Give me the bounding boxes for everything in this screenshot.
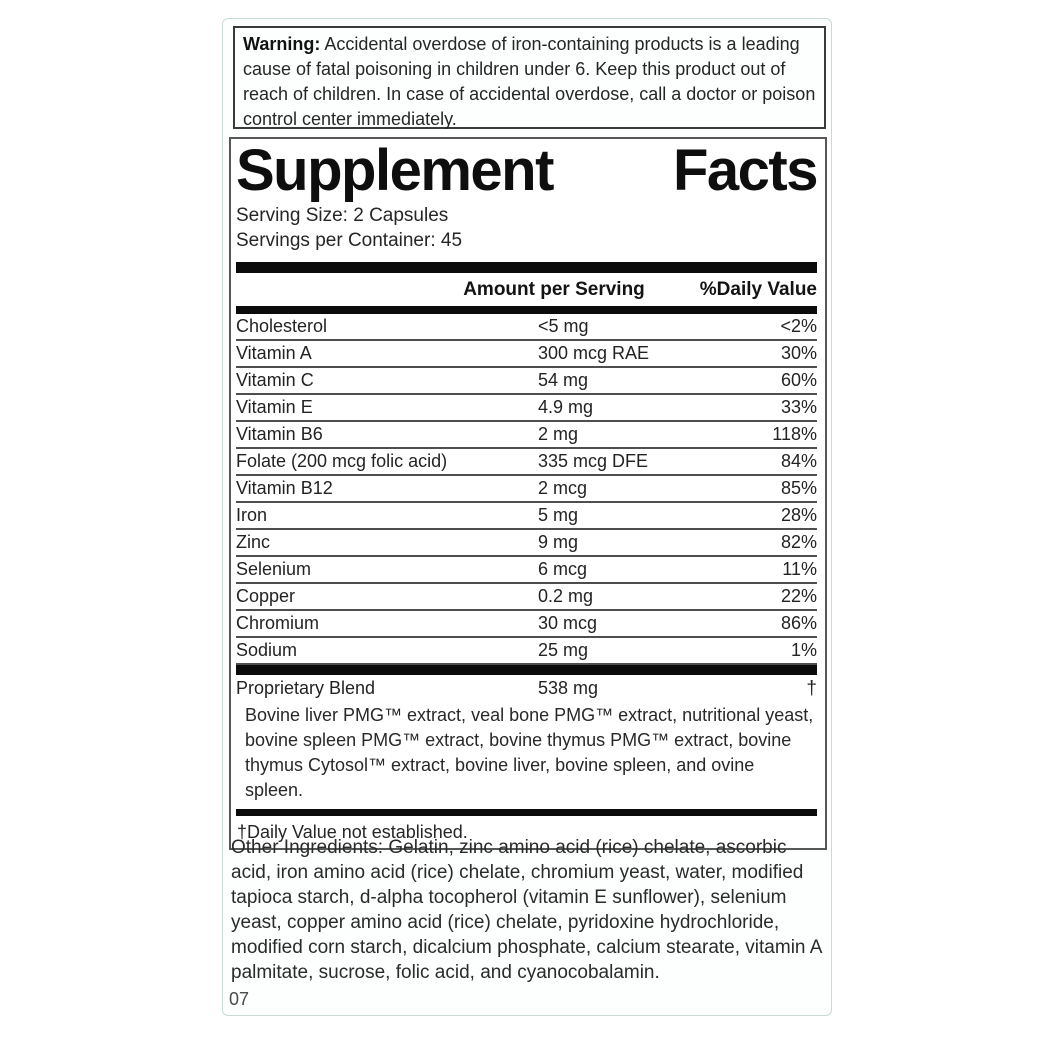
nutrient-daily-value: 30% bbox=[780, 343, 817, 363]
nutrient-name: Chromium bbox=[236, 613, 320, 633]
table-row bbox=[236, 395, 817, 422]
nutrient-name: Iron bbox=[236, 505, 268, 525]
supplement-label-card bbox=[222, 18, 832, 1016]
daily-value-footnote: †Daily Value not established. bbox=[237, 822, 468, 842]
table-row bbox=[236, 638, 817, 665]
table-row bbox=[236, 314, 817, 341]
nutrient-name: Zinc bbox=[236, 532, 271, 552]
table-row bbox=[236, 341, 817, 368]
nutrient-daily-value: 11% bbox=[782, 559, 817, 579]
nutrient-name: Vitamin C bbox=[236, 370, 314, 390]
nutrient-daily-value: <2% bbox=[780, 316, 817, 336]
nutrient-name: Selenium bbox=[236, 559, 312, 579]
divider-bar-above-footnote bbox=[236, 809, 817, 816]
iron-warning-box bbox=[233, 26, 826, 129]
column-header-daily-value: %Daily Value bbox=[699, 278, 817, 300]
nutrient-amount: 335 mcg DFE bbox=[538, 451, 649, 471]
nutrient-amount: 2 mg bbox=[538, 424, 579, 444]
table-row bbox=[236, 476, 817, 503]
divider-bar-above-blend bbox=[236, 665, 817, 675]
nutrient-daily-value: 60% bbox=[780, 370, 817, 390]
nutrient-amount: 6 mcg bbox=[538, 559, 588, 579]
nutrient-amount: 2 mcg bbox=[538, 478, 588, 498]
nutrient-name: Copper bbox=[236, 586, 296, 606]
proprietary-blend-row bbox=[236, 675, 817, 702]
title-word-supplement: Supplement bbox=[236, 138, 553, 203]
other-ingredients-text: Other Ingredients: Gelatin, zinc amino acid (rice) chelate, ascorbic acid, iron amino acid (rice) chelate, chromium yeast, water, modified tapioca starch, d-alpha tocopherol (vitamin E sunflower), selenium yeast, copper amino acid (rice) chelate, pyridoxine hydrochloride, modified corn starch, dicalcium phosphate, calcium stearate, vitamin A palmitate, sucrose, folic acid, and cyanocobalamin. bbox=[231, 837, 822, 983]
serving-info bbox=[236, 203, 817, 253]
nutrient-name: Vitamin B6 bbox=[236, 424, 323, 444]
nutrient-daily-value: 84% bbox=[780, 451, 817, 471]
nutrient-amount: 0.2 mg bbox=[538, 586, 594, 606]
nutrient-daily-value: 1% bbox=[790, 640, 817, 660]
nutrient-amount: <5 mg bbox=[538, 316, 589, 336]
divider-bar-below-header bbox=[236, 306, 817, 314]
supplement-facts-panel bbox=[229, 137, 827, 850]
table-row bbox=[236, 503, 817, 530]
nutrient-name: Cholesterol bbox=[236, 316, 328, 336]
nutrient-name: Vitamin E bbox=[236, 397, 313, 417]
nutrient-name: Vitamin A bbox=[236, 343, 312, 363]
nutrient-amount: 9 mg bbox=[538, 532, 579, 552]
blend-name: Proprietary Blend bbox=[236, 678, 376, 698]
table-header-row bbox=[236, 273, 817, 306]
serving-size: Serving Size: 2 Capsules bbox=[236, 205, 449, 226]
proprietary-blend-description: Bovine liver PMG™ extract, veal bone PMG™ extract, nutritional yeast, bovine spleen PMG™ extract, bovine thymus PMG™ extract, bovine thymus Cytosol™ extract, bovine liver, bovine spleen, and ovine spleen. bbox=[245, 705, 814, 800]
nutrient-daily-value: 28% bbox=[780, 505, 817, 525]
table-row bbox=[236, 530, 817, 557]
divider-bar-thick-top bbox=[236, 262, 817, 273]
nutrient-daily-value: 86% bbox=[780, 613, 817, 633]
nutrient-amount: 5 mg bbox=[538, 505, 579, 525]
nutrient-daily-value: 33% bbox=[780, 397, 817, 417]
supplement-facts-title bbox=[236, 138, 817, 203]
table-row bbox=[236, 611, 817, 638]
column-header-amount: Amount per Serving bbox=[463, 278, 645, 300]
warning-text: Accidental overdose of iron-containing products is a leading cause of fatal poisoning in children under 6. Keep this product out of reach of children. In case of accidental overdose, call a doctor or poison control center immediately. bbox=[243, 34, 816, 129]
nutrient-name: Sodium bbox=[236, 640, 298, 660]
nutrient-amount: 30 mcg bbox=[538, 613, 598, 633]
table-row bbox=[236, 422, 817, 449]
servings-per-container: Servings per Container: 45 bbox=[236, 230, 463, 251]
table-row bbox=[236, 557, 817, 584]
title-word-facts: Facts bbox=[672, 138, 817, 203]
table-row bbox=[236, 368, 817, 395]
table-row bbox=[236, 449, 817, 476]
nutrient-daily-value: 118% bbox=[772, 424, 817, 444]
nutrient-amount: 25 mg bbox=[538, 640, 589, 660]
nutrient-name: Folate (200 mcg folic acid) bbox=[236, 451, 448, 471]
warning-label: Warning: bbox=[243, 34, 321, 54]
nutrient-daily-value: 22% bbox=[780, 586, 817, 606]
nutrient-amount: 4.9 mg bbox=[538, 397, 594, 417]
nutrient-amount: 300 mcg RAE bbox=[538, 343, 650, 363]
nutrient-daily-value: 82% bbox=[780, 532, 817, 552]
blend-daily-value-dagger: † bbox=[806, 677, 817, 699]
table-row bbox=[236, 584, 817, 611]
page-number: 07 bbox=[229, 989, 250, 1009]
blend-amount: 538 mg bbox=[538, 678, 599, 698]
nutrient-amount: 54 mg bbox=[538, 370, 589, 390]
nutrient-daily-value: 85% bbox=[780, 478, 817, 498]
nutrient-name: Vitamin B12 bbox=[236, 478, 333, 498]
